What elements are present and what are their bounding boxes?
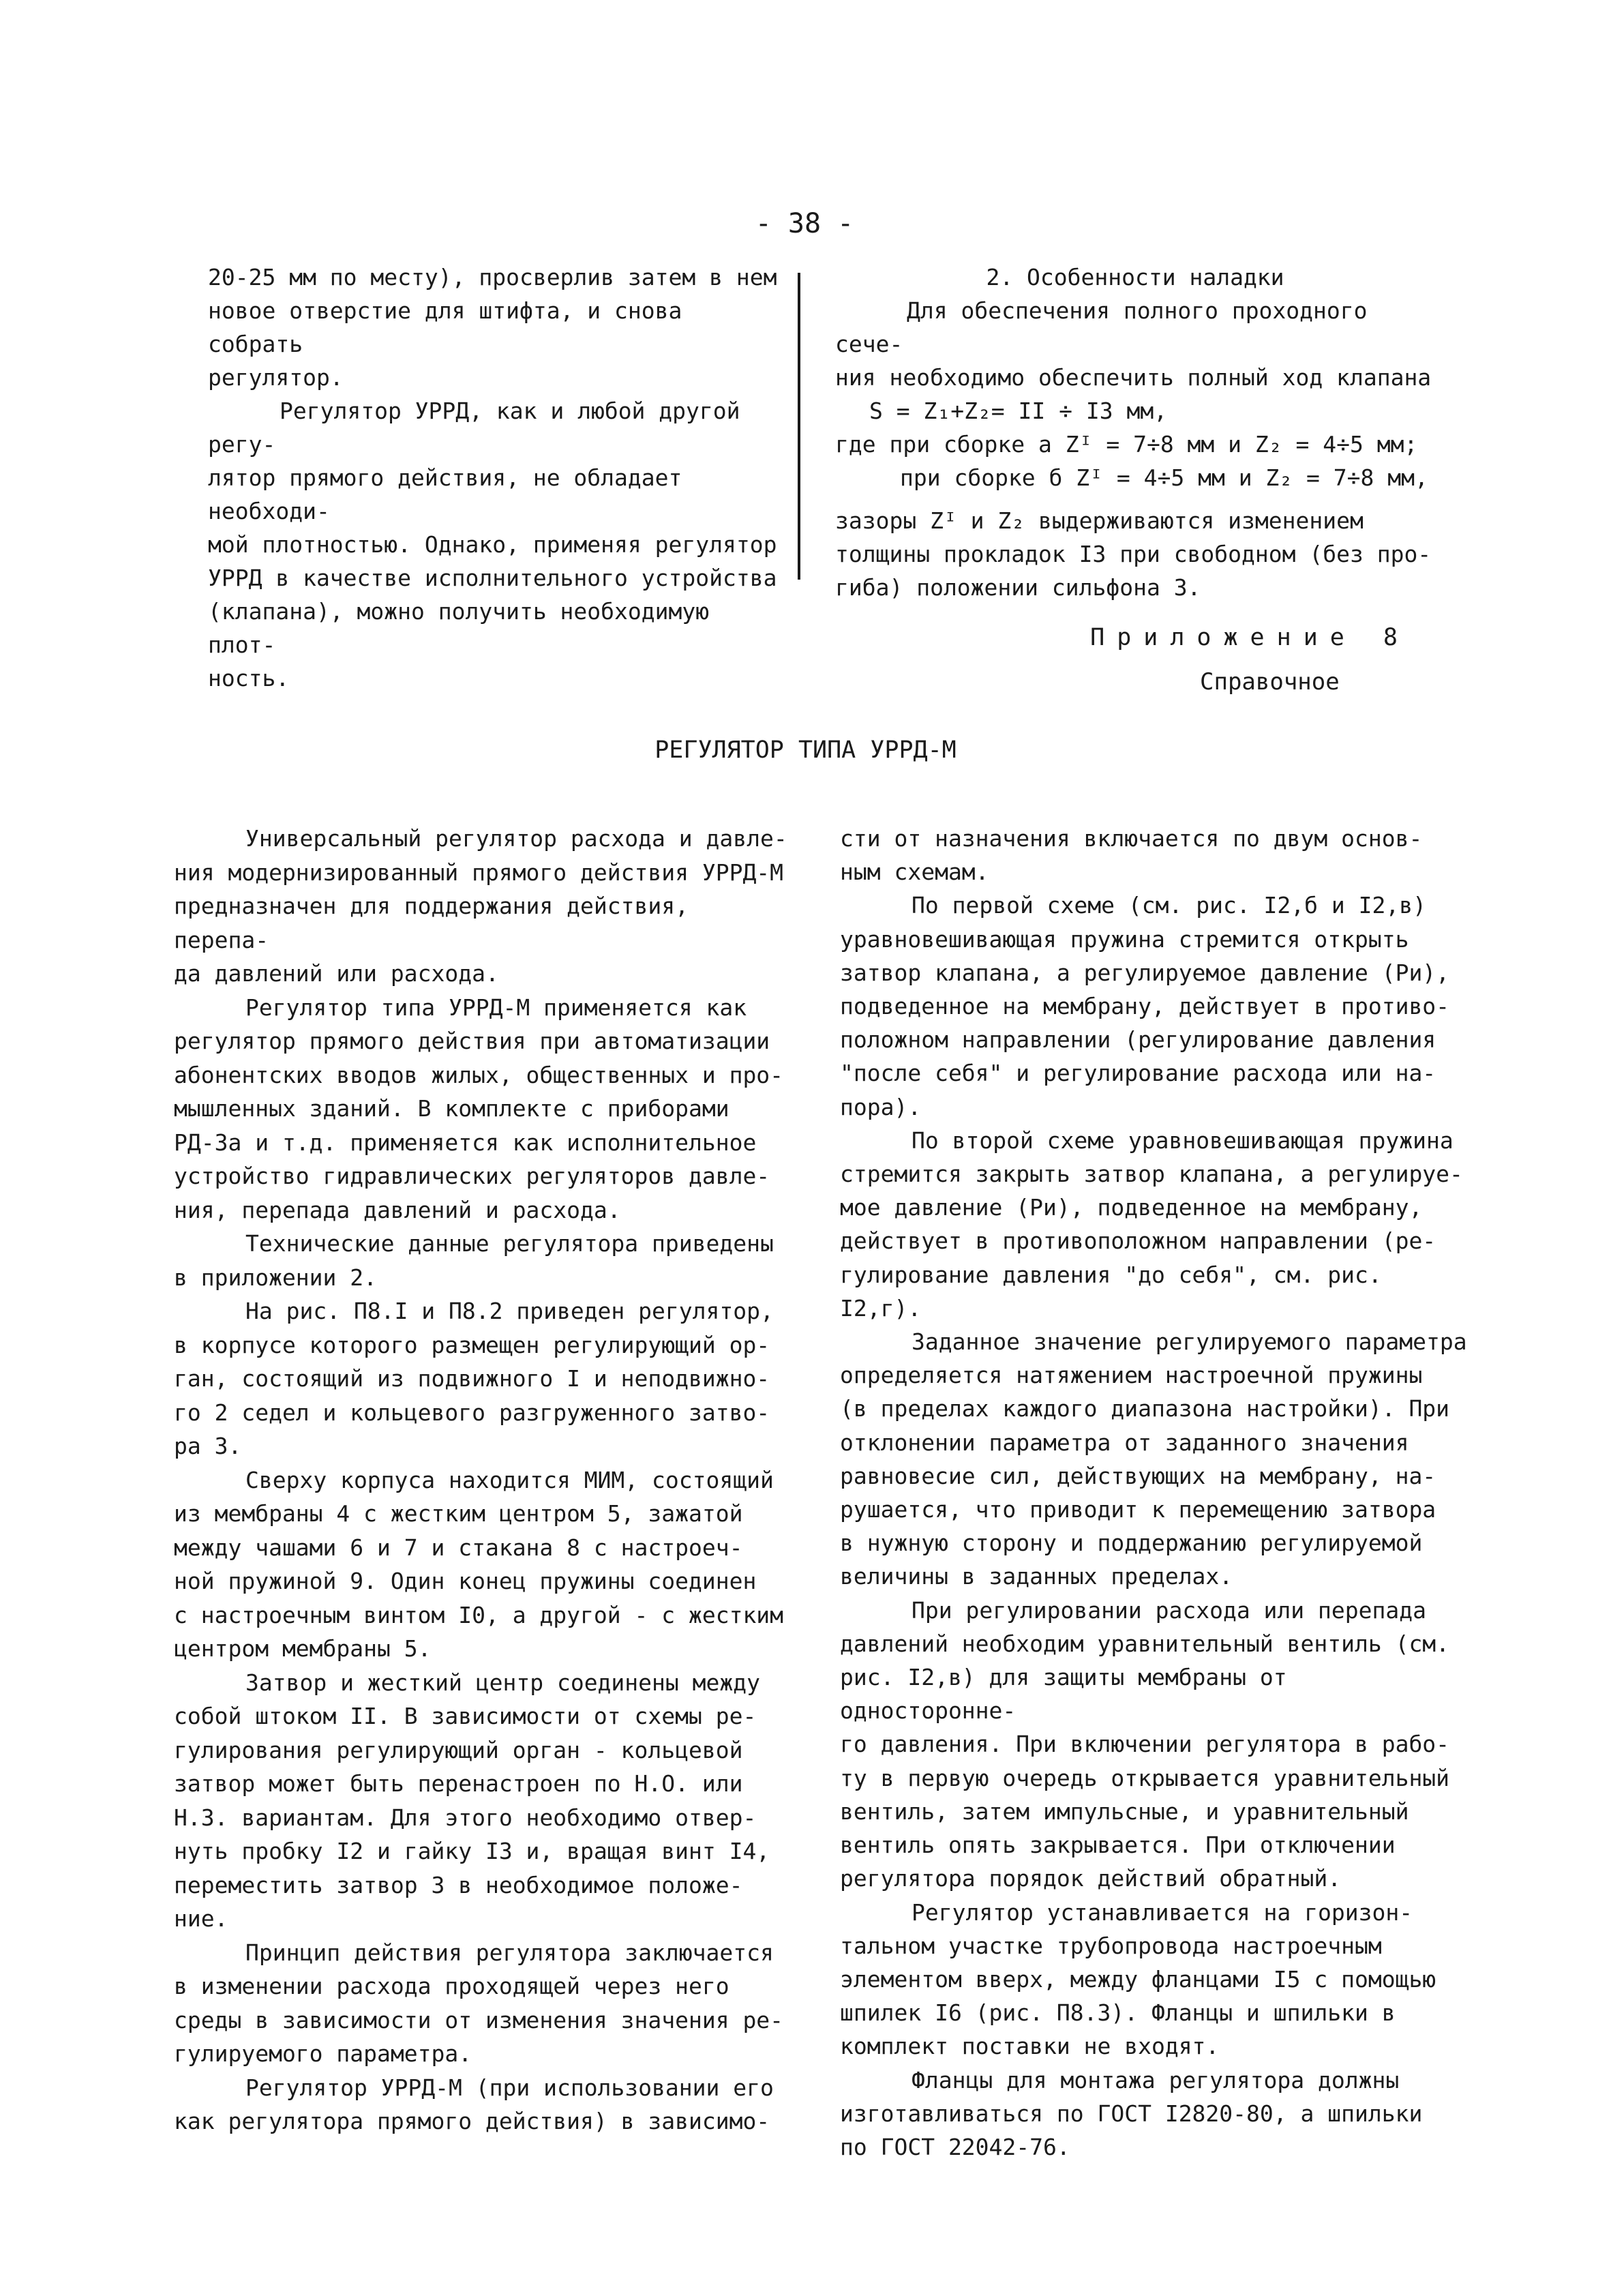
- text-line: толщины прокладок I3 при свободном (без про-: [835, 541, 1432, 567]
- text-line: пора).: [840, 1093, 922, 1120]
- text-line: Затвор и жесткий центр соединены между: [245, 1669, 760, 1696]
- text-line: сти от назначения включается по двум основ-: [840, 825, 1423, 852]
- text-line: собой штоком II. В зависимости от схемы ре-: [174, 1703, 757, 1729]
- text-line: ту в первую очередь открывается уравнительный: [840, 1764, 1450, 1791]
- text-line: "после себя" и регулирование расхода или на-: [840, 1060, 1436, 1087]
- text-line: комплект поставки не входят.: [840, 2033, 1220, 2060]
- text-line: регулятора порядок действий обратный.: [840, 1865, 1342, 1892]
- text-line: абонентских вводов жилых, общественных и про-: [174, 1061, 784, 1088]
- text-line: устройство гидравлических регуляторов давле-: [174, 1163, 770, 1189]
- document-title: РЕГУЛЯТОР ТИПА УРРД-М: [654, 736, 957, 764]
- text-line: как регулятора прямого действия) в зависимо-: [174, 2108, 770, 2134]
- text-line: РД-3а и т.д. применяется как исполнительное: [174, 1129, 757, 1156]
- column-divider: [798, 273, 800, 580]
- text-line: ган, состоящий из подвижного I и неподвижно-: [174, 1365, 770, 1392]
- text-line: ной пружиной 9. Один конец пружины соединен: [174, 1568, 757, 1594]
- text-line: в корпусе которого размещен регулирующий ор-: [174, 1331, 770, 1358]
- formula-line: где при сборке а Zᴵ = 7÷8 мм и Z₂ = 4÷5 мм;: [835, 431, 1418, 458]
- text-line: ность.: [208, 665, 290, 691]
- text-line: Сверху корпуса находится МИМ, состоящий: [245, 1466, 774, 1493]
- text-line: ние.: [174, 1905, 228, 1932]
- text-line: равновесие сил, действующих на мембрану, на-: [840, 1462, 1436, 1489]
- text-line: определяется натяжением настроечной пружины: [840, 1362, 1423, 1389]
- text-line: го давления. При включении регулятора в рабо-: [840, 1731, 1450, 1758]
- appendix-type: Справочное: [1200, 668, 1340, 696]
- text-line: гулирования регулирующий орган - кольцевой: [174, 1736, 743, 1763]
- text-line: в приложении 2.: [174, 1264, 378, 1291]
- text-line: Регулятор УРРД-М (при использовании его: [245, 2074, 774, 2101]
- text-line: Заданное значение регулируемого параметра: [912, 1328, 1467, 1356]
- text-line: Регулятор типа УРРД-М применяется как: [245, 994, 747, 1021]
- text-line: вентиль опять закрывается. При отключении: [840, 1832, 1396, 1859]
- text-line: ния модернизированный прямого действия УРРД-М: [174, 859, 784, 886]
- text-line: ра 3.: [174, 1433, 242, 1459]
- text-line: зазоры Zᴵ и Z₂ выдерживаются изменением: [835, 507, 1364, 534]
- text-line: элементом вверх, между фланцами I5 с помощью: [840, 1965, 1436, 1993]
- appendix-label: Приложение 8: [1090, 624, 1410, 651]
- formula-line: при сборке б Zᴵ = 4÷5 мм и Z₂ = 7÷8 мм,: [900, 464, 1428, 491]
- text-line: рушается, что приводит к перемещению затвора: [840, 1496, 1436, 1523]
- text-line: гулирование давления "до себя", см. рис. I2,г).: [840, 1261, 1382, 1322]
- text-line: Универсальный регулятор расхода и давле-: [245, 825, 787, 852]
- body-right-column: [840, 822, 1467, 2164]
- text-line: отклонении параметра от заданного значения: [840, 1429, 1409, 1456]
- text-line: (клапана), можно получить необходимую плот-: [208, 598, 710, 658]
- text-line: Принцип действия регулятора заключается: [245, 1939, 774, 1966]
- text-line: мышленных зданий. В комплекте с приборами: [174, 1095, 729, 1122]
- text-line: затвор клапана, а регулируемое давление (Pи),: [840, 959, 1450, 986]
- text-line: положном направлении (регулирование давления: [840, 1026, 1436, 1054]
- text-line: рис. I2,в) для защиты мембраны от односторонне-: [840, 1664, 1287, 1725]
- text-line: переместить затвор 3 в необходимое положе-: [174, 1871, 743, 1898]
- text-line: из мембраны 4 с жестким центром 5, зажатой: [174, 1500, 743, 1527]
- text-line: Регулятор УРРД, как и любой другой регу-: [208, 398, 740, 458]
- text-line: изготавливаться по ГОСТ I2820-80, а шпильки: [840, 2100, 1423, 2127]
- text-line: 20-25 мм по месту), просверлив затем в нем: [208, 264, 777, 290]
- text-line: тальном участке трубопровода настроечным: [840, 1932, 1382, 1959]
- text-line: новое отверстие для штифта, и снова собрать: [208, 297, 682, 357]
- text-line: вентиль, затем импульсные, и уравнительный: [840, 1798, 1409, 1825]
- text-line: уравновешивающая пружина стремится открыть: [840, 925, 1409, 953]
- text-line: среды в зависимости от изменения значения ре-: [174, 2006, 784, 2033]
- text-line: Технические данные регулятора приведены: [245, 1230, 774, 1257]
- text-line: да давлений или расхода.: [174, 960, 499, 987]
- text-line: По первой схеме (см. рис. I2,б и I2,в): [912, 892, 1426, 919]
- text-line: Фланцы для монтажа регулятора должны: [912, 2066, 1400, 2093]
- text-line: центром мембраны 5.: [174, 1635, 432, 1662]
- text-line: давлений необходим уравнительный вентиль (см.: [840, 1630, 1450, 1657]
- text-line: ным схемам.: [840, 859, 989, 886]
- text-line: УРРД в качестве исполнительного устройства: [208, 565, 777, 591]
- section-heading: 2. Особенности наладки: [986, 264, 1284, 290]
- text-line: в изменении расхода проходящей через него: [174, 1973, 729, 1999]
- text-line: нуть пробку I2 и гайку I3 и, вращая винт I4,: [174, 1838, 770, 1864]
- text-line: мой плотностью. Однако, применяя регулятор: [208, 531, 777, 558]
- text-line: Регулятор устанавливается на горизон-: [912, 1898, 1413, 1926]
- text-line: Для обеспечения полного проходного сече-: [835, 297, 1368, 357]
- text-line: в нужную сторону и поддержанию регулируемой: [840, 1530, 1423, 1557]
- text-line: по ГОСТ 22042-76.: [840, 2133, 1070, 2160]
- text-line: регулятор.: [208, 364, 344, 391]
- text-line: го 2 седел и кольцевого разгруженного затво-: [174, 1399, 770, 1426]
- body-left-column: [174, 822, 787, 2138]
- top-right-column: [835, 260, 1435, 604]
- text-line: мое давление (Pи), подведенное на мембрану,: [840, 1194, 1423, 1221]
- text-line: ния необходимо обеспечить полный ход клапана: [835, 364, 1432, 391]
- text-line: (в пределах каждого диапазона настройки). При: [840, 1395, 1450, 1422]
- text-line: регулятор прямого действия при автоматизации: [174, 1028, 770, 1054]
- text-line: гиба) положении сильфона 3.: [835, 574, 1201, 601]
- text-line: ния, перепада давлений и расхода.: [174, 1196, 621, 1223]
- page-number: - 38 -: [755, 208, 854, 239]
- text-line: предназначен для поддержания действия, перепа-: [174, 893, 689, 953]
- text-line: Н.З. вариантам. Для этого необходимо отвер-: [174, 1804, 757, 1831]
- text-line: На рис. П8.I и П8.2 приведен регулятор,: [245, 1298, 774, 1324]
- text-line: величины в заданных пределах.: [840, 1563, 1233, 1590]
- formula-line: S = Z₁+Z₂= II ÷ I3 мм,: [869, 398, 1168, 424]
- text-line: подведенное на мембрану, действует в противо-: [840, 993, 1450, 1020]
- text-line: действует в противоположном направлении (ре-: [840, 1227, 1436, 1255]
- text-line: шпилек I6 (рис. П8.3). Фланцы и шпильки в: [840, 1999, 1396, 2027]
- text-line: По второй схеме уравновешивающая пружина: [912, 1127, 1454, 1154]
- text-line: между чашами 6 и 7 и стакана 8 с настроеч-: [174, 1534, 743, 1561]
- text-line: стремится закрыть затвор клапана, а регулируе-: [840, 1161, 1463, 1188]
- text-line: с настроечным винтом I0, а другой - с жестким: [174, 1601, 784, 1628]
- text-line: затвор может быть перенастроен по Н.О. или: [174, 1770, 743, 1797]
- top-left-column: [208, 260, 787, 695]
- text-line: При регулировании расхода или перепада: [912, 1596, 1426, 1624]
- text-line: лятор прямого действия, не обладает необходи-: [208, 464, 682, 524]
- text-line: гулируемого параметра.: [174, 2040, 472, 2067]
